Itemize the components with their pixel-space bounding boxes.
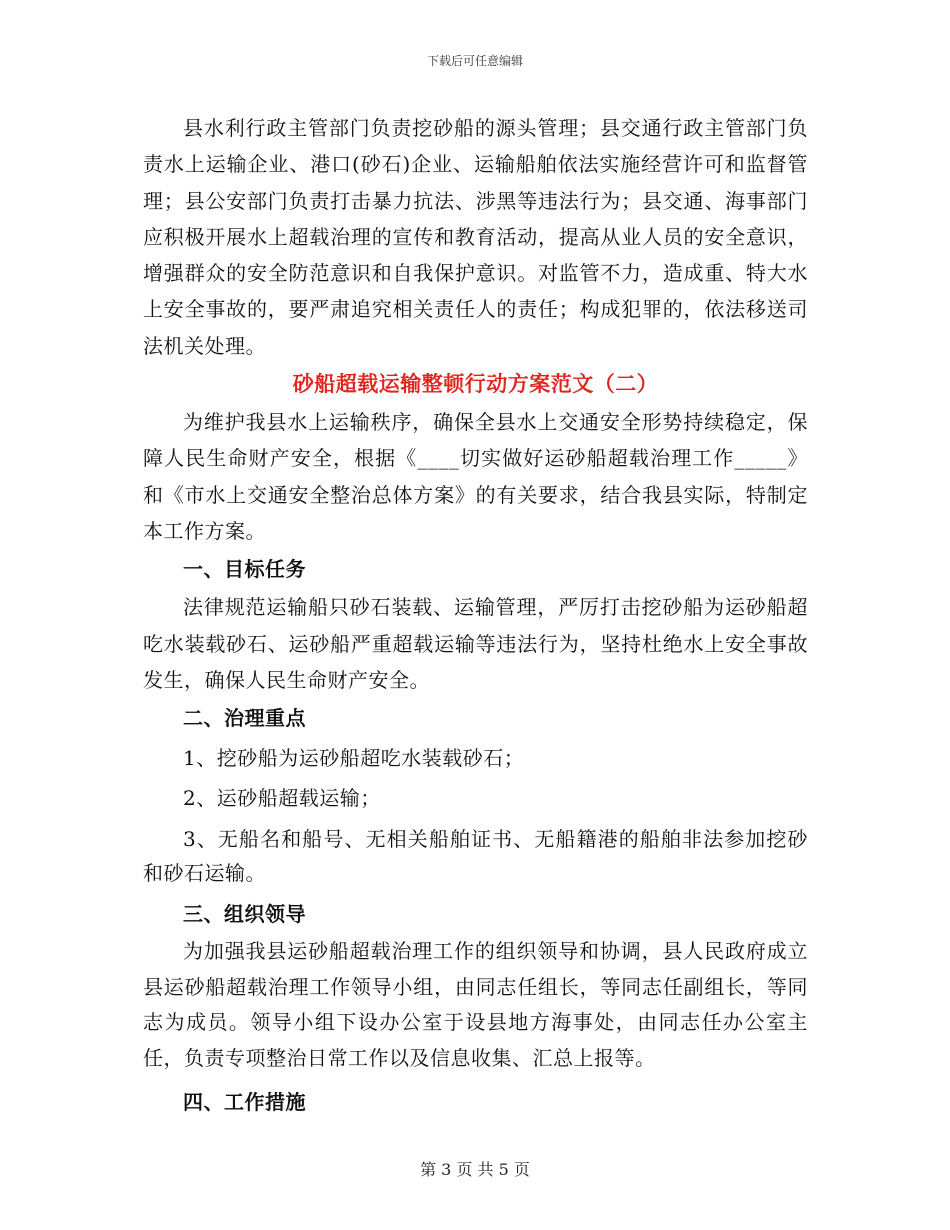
page-footer: 第 3 页 共 5 页 [420,1160,530,1179]
document-body [143,110,808,1122]
paragraph-organization: 为加强我县运砂船超载治理工作的组织领导和协调，县人民政府成立县运砂船超载治理工作领导小组，由同志任组长，等同志任副组长，等同志为成员。领导小组下设办公室于设县地方海事处，由同志任办公室主任，负责专项整治日常工作以及信息收集、汇总上报等。 [143,939,808,1070]
heading-organization: 三、组织领导 [183,902,306,927]
heading-key-points: 二、治理重点 [183,706,306,731]
page-header: 下载后可任意编辑 [426,54,523,68]
paragraph-goals: 法律规范运输船只砂石装载、运输管理，严厉打击挖砂船为运砂船超吃水装载砂石、运砂船严重超载运输等违法行为，坚持杜绝水上安全事故发生，确保人民生命财产安全。 [143,595,808,692]
paragraph-responsibilities: 县水利行政主管部门负责挖砂船的源头管理；县交通行政主管部门负责水上运输企业、港口(砂石)企业、运输船舶依法实施经营许可和监督管理；县公安部门负责打击暴力抗法、涉黑等违法行为；县交通、海事部门应积极开展水上超载治理的宣传和教育活动，提高从业人员的安全意识，增强群众的安全防范意识和自我保护意识。对监管不力，造成重、特大水上安全事故的，要严肃追究相关责任人的责任；构成犯罪的，依法移送司法机关处理。 [143,116,808,358]
paragraph-intro: 为维护我县水上运输秩序，确保全县水上交通安全形势持续稳定，保障人民生命财产安全，根据《____切实做好运砂船超载治理工作_____》和《市水上交通安全整治总体方案》的有关要求，结合我县实际，特制定本工作方案。 [143,410,808,543]
list-item-1: 1、挖砂船为运砂船超吃水装载砂石； [183,746,525,771]
heading-measures: 四、工作措施 [183,1090,306,1115]
section-title: 砂船超载运输整顿行动方案范文（二） [292,371,659,397]
heading-goals: 一、目标任务 [183,557,306,582]
list-item-2: 2、运砂船超载运输； [183,786,381,811]
list-item-3: 3、无船名和船号、无相关船舶证书、无船籍港的船舶非法参加挖砂和砂石运输。 [143,827,808,886]
